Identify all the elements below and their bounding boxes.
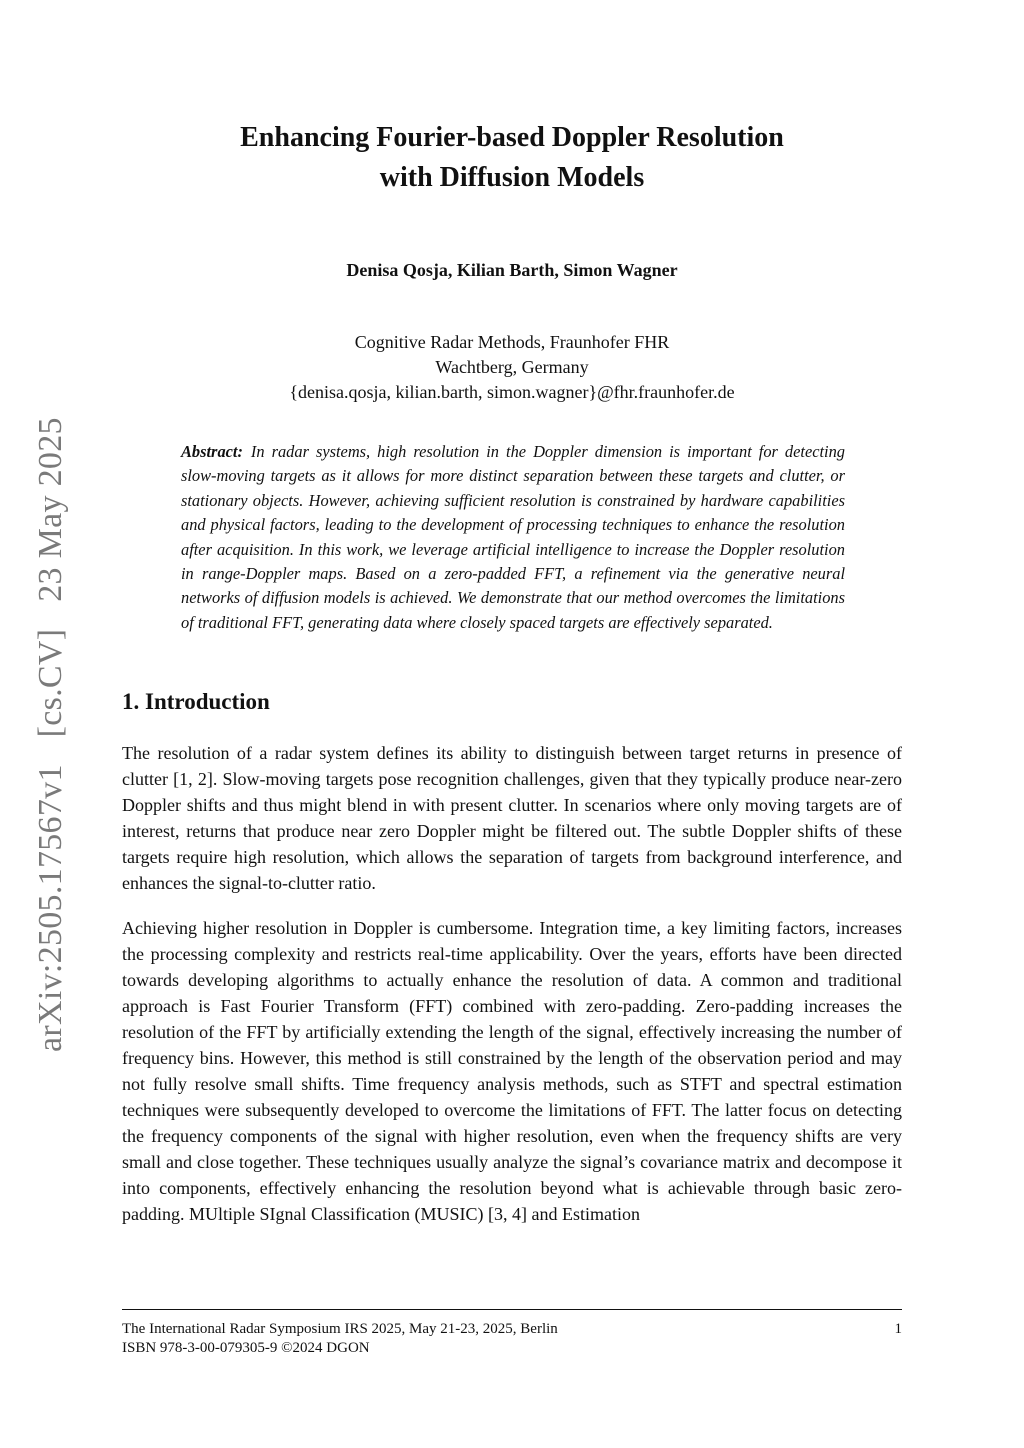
arxiv-category: [cs.CV] <box>32 628 69 738</box>
introduction-paragraph-1: The resolution of a radar system defines its ability to distinguish between target returns in presence of clutter [1, 2]. Slow-moving targets pose recognition challenges, given that they typically produce near-zero Doppler shifts and thus might blend in with present clutter. In scenarios where only moving targets are of interest, returns that produce near zero Doppler might be filtered out. The subtle Doppler shifts of these targets require high resolution, which allows the separation of targets from background interference, and enhances the signal-to-clutter ratio. <box>122 743 902 893</box>
introduction-paragraph-2: Achieving higher resolution in Doppler is cumbersome. Integration time, a key limiting factors, increases the processing complexity and restricts real-time applicability. Over the years, efforts have been directed towards developing algorithms to actually enhance the resolution of data. A common and traditional approach is Fast Fourier Transform (FFT) combined with zero-padding. Zero-padding increases the resolution of the FFT by artificially extending the length of the signal, effectively increasing the number of frequency bins. However, this method is still constrained by the length of the observation period and may not fully resolve small shifts. Time frequency analysis methods, such as STFT and spectral estimation techniques were subsequently developed to overcome the limitations of FFT. The latter focus on detecting the frequency components of the signal with higher resolution, even when the frequency shifts are very small and close together. These techniques usually analyze the signal’s covariance matrix and decompose it into components, effectively enhancing the resolution beyond what is achievable through basic zero-padding. MUltiple SIgnal Classification (MUSIC) [3, 4] and Estimation <box>122 918 902 1224</box>
affiliation-block <box>122 330 902 405</box>
footer-divider <box>122 1309 902 1310</box>
abstract-label: Abstract: <box>181 442 243 461</box>
footer-info <box>122 1320 558 1358</box>
section-heading-introduction: 1. Introduction <box>122 689 270 714</box>
paper-title <box>122 118 902 198</box>
abstract-text: In radar systems, high resolution in the Doppler dimension is important for detecting slow-moving targets as it allows for more distinct separation between these targets and clutter, or stationary objects. However, achieving sufficient resolution is constrained by hardware capabilities and physical factors, leading to the development of processing techniques to enhance the resolution after acquisition. In this work, we leverage artificial intelligence to increase the Doppler resolution in range-Doppler maps. Based on a zero-padded FFT, a refinement via the generative neural networks of diffusion models is achieved. We demonstrate that our method overcomes the limitations of traditional FFT, generating data where closely spaced targets are effectively separated. <box>181 442 845 632</box>
arxiv-identifier-stamp <box>34 399 68 1052</box>
affiliation-institution: Cognitive Radar Methods, Fraunhofer FHR <box>354 332 670 352</box>
author-list: Denisa Qosja, Kilian Barth, Simon Wagner <box>346 260 678 280</box>
title-line-2: with Diffusion Models <box>379 162 645 193</box>
footer-isbn: ISBN 978-3-00-079305-9 ©2024 DGON <box>122 1340 370 1356</box>
footer-conference: The International Radar Symposium IRS 2025, May 21-23, 2025, Berlin <box>122 1321 558 1337</box>
arxiv-id: arXiv:2505.17567v1 <box>32 764 69 1052</box>
title-line-1: Enhancing Fourier-based Doppler Resolution <box>240 122 784 153</box>
abstract <box>181 440 845 635</box>
author-emails: {denisa.qosja, kilian.barth, simon.wagner}@fhr.fraunhofer.de <box>289 382 735 402</box>
page-number: 1 <box>894 1321 902 1337</box>
affiliation-location: Wachtberg, Germany <box>435 357 589 377</box>
arxiv-date: 23 May 2025 <box>32 417 69 602</box>
